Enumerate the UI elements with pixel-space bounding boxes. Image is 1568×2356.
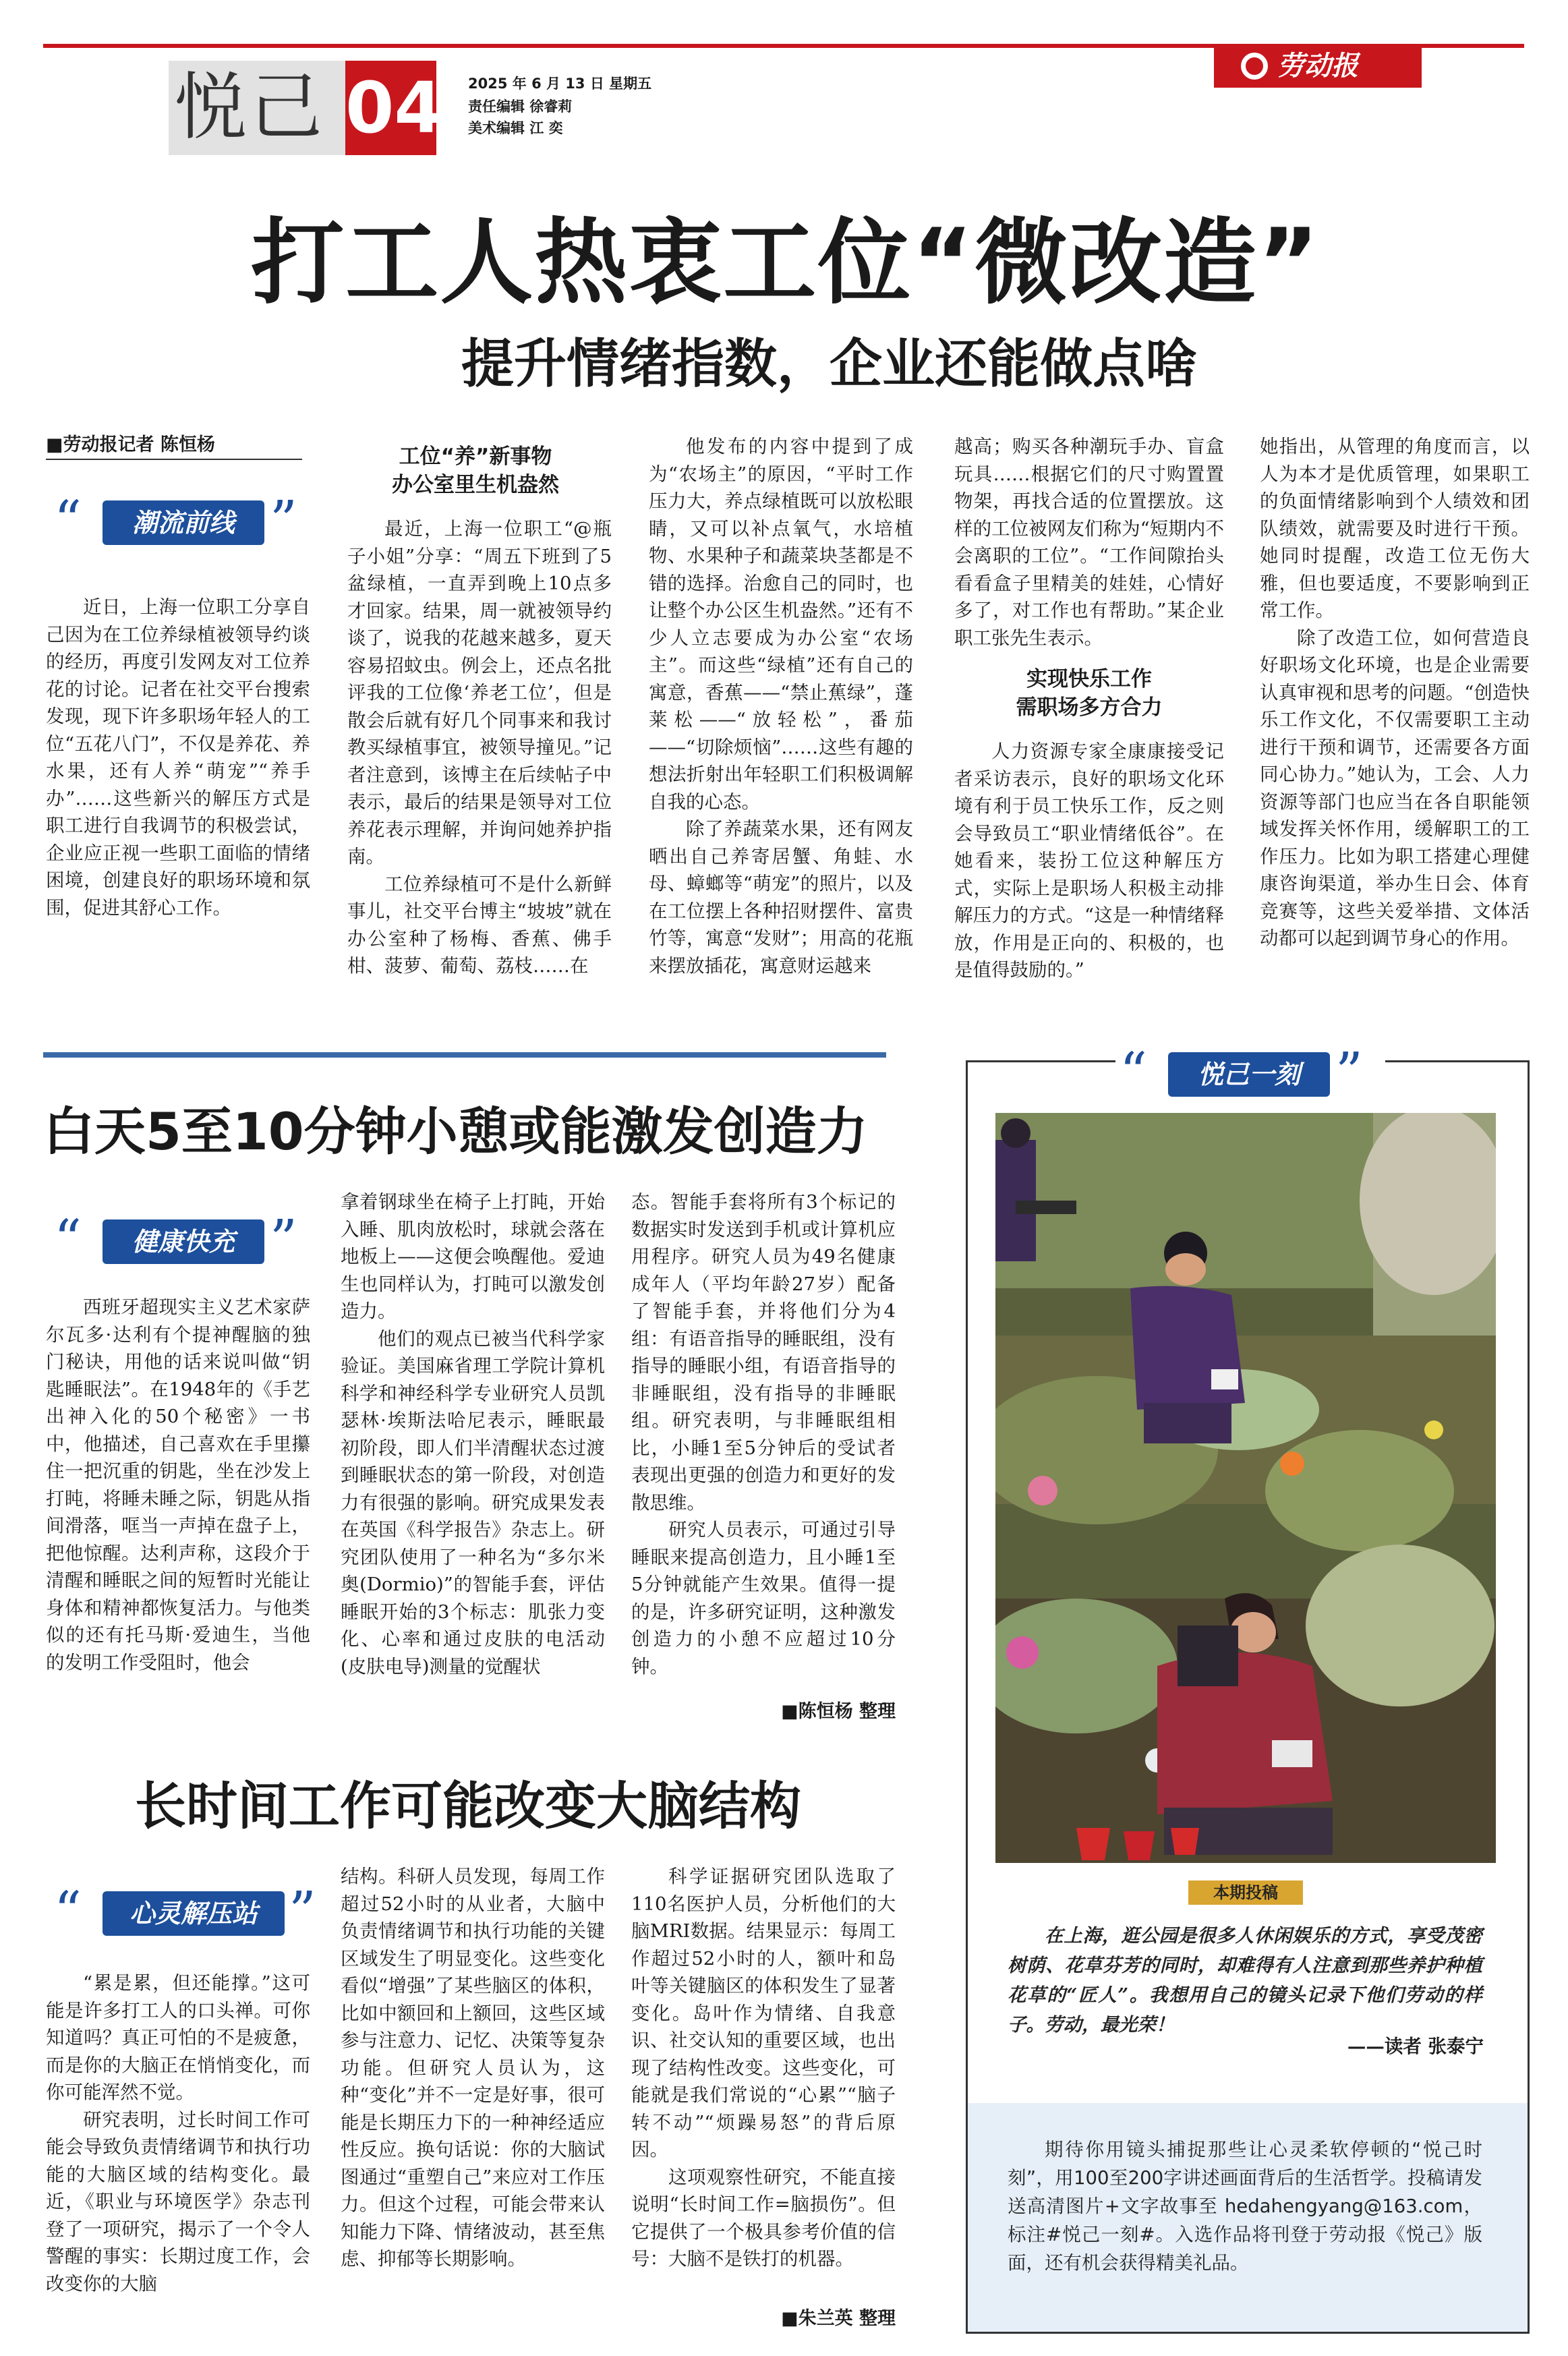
section-name: 悦己 [174, 65, 326, 150]
paragraph: 结构。科研人员发现，每周工作超过52小时的从业者，大脑中负责情绪调节和执行功能的关键区域发生了明显变化。这些变化看似“增强”了某些脑区的体积，比如中额回和上额回，这些区域参与注意力、记忆、决策等复杂功能。但研究人员认为，这种“变化”并不一定是好事，很可能是长期压力下的一种神经适应性反应。换句话说：你的大脑试图通过“重塑自己”来应对工作压力。但这个过程，可能会带来认知能力下降、情绪波动，甚至焦虑、抑郁等长期影响。 [341, 1866, 605, 2270]
byline-rule [46, 459, 302, 460]
paragraph: 这项观察性研究，不能直接说明“长时间工作=脑损伤”。但它提供了一个极具参考价值的信号：大脑不是铁打的机器。 [631, 2166, 896, 2270]
issue-date: 2025 年 6 月 13 日 星期五 [468, 76, 652, 92]
story1-col1 [46, 594, 310, 998]
column-tag-label: 健康快充 [103, 1219, 264, 1264]
close-quote-icon: ” [270, 1208, 297, 1271]
story1-col5 [1260, 433, 1530, 1001]
paragraph: 人力资源专家全康康接受记者采访表示，良好的职场文化环境有利于员工快乐工作，反之则会导致员工“职业情绪低谷”。在她看来，装扮工位这种解压方式，实际上是职场人积极主动排解压力的方式。“这是一种情绪释放，作用是正向的、积极的，也是值得鼓励的。” [954, 741, 1224, 981]
open-quote-icon: “ [54, 489, 82, 552]
story1-subhead-2: 实现快乐工作 需职场多方合力 [1016, 667, 1163, 720]
art-editor-credit: 美术编辑 江 奕 [468, 120, 563, 136]
story1-subheadline: 提升情绪指数，企业还能做点啥 [461, 334, 1198, 395]
column-tag-mind [54, 1880, 324, 1943]
open-quote-icon: “ [54, 1880, 82, 1943]
story1-col4-bottom [954, 738, 1224, 1001]
editor-credit: 责任编辑 徐睿莉 [468, 98, 573, 115]
paragraph: 他们的观点已被当代科学家验证。美国麻省理工学院计算机科学和神经科学专业研究人员凯瑟林·埃斯法哈尼表示，睡眠最初阶段，即人们半清醒状态过渡到睡眠状态的第一阶段，对创造力有很强的影响。研究成果发表在英国《科学报告》杂志上。研究团队使用了一种名为“多尔米奥(Dormio)”的智能手套，评估睡眠开始的3个标志：肌张力变化、心率和通过皮肤的电活动(皮肤电导)测量的觉醒状 [341, 1327, 605, 1677]
column-tag-health [54, 1208, 303, 1271]
close-quote-icon: ” [1335, 1041, 1363, 1103]
story1-col2 [347, 515, 612, 1001]
paragraph: 研究人员表示，可通过引导睡眠来提高创造力，且小睡1至5分钟就能产生效果。值得一提的是，许多研究证明，这种激发创造力的小憩不应超过10分钟。 [631, 1519, 896, 1677]
paragraph: 科学证据研究团队选取了110名医护人员，分析他们的大脑MRI数据。结果显示：每周工作超过52小时的人，额叶和岛叶等关键脑区的体积发生了显著变化。岛叶作为情绪、自我意识、社交认知的重要区域，也出现了结构性改变。这些变化，可能就是我们常说的“心累”“脑子转不动”“烦躁易怒”的背后原因。 [631, 1866, 896, 2160]
close-quote-icon: ” [289, 1880, 316, 1943]
photo-author: ——读者 张泰宁 [1347, 2036, 1484, 2057]
call-for-entries: 期待你用镜头捕捉那些让心灵柔软停顿的“悦己时刻”，用100至200字讲述画面背后的生活哲学。投稿请发送高清图片+文字故事至 hedahengyang@163.com，标注#悦己一刻#。入选作品将刊登于劳动报《悦己》版面，还有机会获得精美礼品。 [1008, 2139, 1482, 2274]
column-tag-moment [1115, 1041, 1385, 1103]
column-tag-trend [54, 489, 303, 552]
open-quote-icon: “ [54, 1208, 82, 1271]
story2-headline: 白天5至10分钟小憩或能激发创造力 [43, 1101, 868, 1161]
paragraph: 除了养蔬菜水果，还有网友晒出自己养寄居蟹、角蛙、水母、蟑螂等“萌宠”的照片，以及在工位摆上各种招财摆件、富贵竹等，寓意“发财”；用高的花瓶来摆放插花，寓意财运越来 [649, 818, 913, 977]
paragraph: 近日，上海一位职工分享自己因为在工位养绿植被领导约谈的经历，再度引发网友对工位养花的讨论。记者在社交平台搜索发现，现下许多职场年轻人的工位“五花八门”，不仅是养花、养水果，还有人养“萌宠”“养手办”……这些新兴的解压方式是职工进行自我调节的积极尝试，企业应正视一些职工面临的情绪困境，创建良好的职场环境和氛围，促进其舒心工作。 [46, 596, 310, 919]
paragraph: 研究表明，过长时间工作可能会导致负责情绪调节和执行功能的大脑区域的结构变化。最近，《职业与环境医学》杂志刊登了一项研究，揭示了一个令人警醒的事实：长期过度工作，会改变你的大脑 [46, 2108, 310, 2295]
story3-col2 [341, 1863, 605, 2335]
paragraph: 西班牙超现实主义艺术家萨尔瓦多·达利有个提神醒脑的独门秘诀，用他的话来说叫做“钥匙睡眠法”。在1948年的《手艺出神入化的50个秘密》一书中，他描述，自己喜欢在手里攥住一把沉重的钥匙，坐在沙发上打盹，将睡未睡之际，钥匙从指间滑落，哐当一声掉在盘子上，把他惊醒。达利声称，这段介于清醒和睡眠之间的短暂时光能让身体和精神都恢复活力。与他类似的还有托马斯·爱迪生，当他的发明工作受阻时，他会 [46, 1296, 310, 1673]
paragraph: 拿着钢球坐在椅子上打盹，开始入睡、肌肉放松时，球就会落在地板上——这便会唤醒他。爱迪生也同样认为，打盹可以激发创造力。 [341, 1191, 605, 1322]
story2-top-rule [43, 1052, 886, 1058]
paragraph: 越高；购买各种潮玩手办、盲盒玩具……根据它们的尺寸购置置物架，再找合适的位置摆放。这样的工位被网友们称为“短期内不会离职的工位”。“工作间隙抬头看看盒子里精美的娃娃，心情好多了，对工作也有帮助。”某企业职工张先生表示。 [954, 436, 1224, 649]
story3-headline: 长时间工作可能改变大脑结构 [135, 1776, 801, 1836]
story1-headline: 打工人热衷工位“微改造” [251, 208, 1320, 317]
paragraph: 除了改造工位，如何营造良好职场文化环境，也是企业需要认真审视和思考的问题。“创造快乐工作文化，不仅需要职工主动进行干预和调节，还需要各方面同心协力。”她认为，工会、人力资源等部门也应当在各自职能领域发挥关怀作用，缓解职工的工作压力。比如为职工搭建心理健康咨询渠道，举办生日会、体育竞赛等，这些关爱举措、文体活动都可以起到调节身心的作用。 [1260, 627, 1530, 949]
paragraph: 她指出，从管理的角度而言，以人为本才是优质管理，如果职工的负面情绪影响到个人绩效和团队绩效，就需要及时进行干预。她同时提醒，改造工位无伤大雅，但也要适度，不要影响到正常工作。 [1260, 436, 1530, 621]
column-tag-label: 心灵解压站 [103, 1891, 285, 1936]
story1-byline: ■劳动报记者 陈恒杨 [46, 434, 215, 455]
gardeners-photo [995, 1113, 1496, 1863]
submission-label: 本期投稿 [1188, 1880, 1303, 1905]
story2-col1 [46, 1294, 310, 1732]
story1-col4-top [954, 433, 1224, 656]
paragraph: 他发布的内容中提到了成为“农场主”的原因，“平时工作压力大，养点绿植既可以放松眼睛，又可以补点氧气，水培植物、水果种子和蔬菜块茎都是不错的选择。治愈自己的同时，也让整个办公区生机盎然。”还有不少人立志要成为办公室“农场主”。而这些“绿植”还有自己的寓意，香蕉——“禁止蕉绿”，蓬莱松——“放轻松”，番茄——“切除烦恼”……这些有趣的想法折射出年轻职工们积极调解自我的心态。 [649, 436, 913, 813]
story3-credit: ■朱兰英 整理 [781, 2308, 896, 2329]
photo-caption: 在上海，逛公园是很多人休闲娱乐的方式，享受茂密树荫、花草芬芳的同时，却难得有人注意到那些养护种植花草的“匠人”。我想用自己的镜头记录下他们劳动的样子。劳动，最光荣！ [1008, 1925, 1482, 2036]
close-quote-icon: ” [270, 489, 297, 552]
story3-col3 [631, 1863, 896, 2308]
paragraph: 态。智能手套将所有3个标记的数据实时发送到手机或计算机应用程序。研究人员为49名健康成年人（平均年龄27岁）配备了智能手套，并将他们分为4组：有语音指导的睡眠组，没有指导的睡眠小组，有语音指导的非睡眠组，没有指导的非睡眠组。研究表明，与非睡眠组相比，小睡1至5分钟后的受试者表现出更强的创造力和更好的发散思维。 [631, 1191, 896, 1514]
column-tag-label: 潮流前线 [103, 500, 264, 545]
paragraph: “累是累，但还能撑。”这可能是许多打工人的口头禅。可你知道吗？真正可怕的不是疲惫，而是你的大脑正在悄悄变化，而你可能浑然不觉。 [46, 1972, 310, 2103]
paper-logo: 劳动报 [1277, 51, 1358, 82]
story1-col3 [649, 433, 913, 1001]
story2-col3 [631, 1188, 896, 1708]
story2-credit: ■陈恒杨 整理 [781, 1701, 896, 1722]
open-quote-icon: “ [1120, 1041, 1147, 1103]
paper-logo-mark-icon [1241, 53, 1268, 80]
story2-col2 [341, 1188, 605, 1732]
paragraph: 工位养绿植可不是什么新鲜事儿，社交平台博主“坡坡”就在办公室种了杨梅、香蕉、佛手柑、菠萝、葡萄、荔枝……在 [347, 873, 612, 977]
column-tag-label: 悦己一刻 [1168, 1052, 1330, 1097]
story3-col1 [46, 1970, 310, 2334]
paragraph: 最近，上海一位职工“@瓶子小姐”分享：“周五下班到了5盆绿植，一直弄到晚上10点多才回家。结果，周一就被领导约谈了，说我的花越来越多，夏天容易招蚊虫。例会上，还点名批评我的工位像‘养老工位’，但是散会后就有好几个同事来和我讨教买绿植事宜，被领导撞见。”记者注意到，该博主在后续帖子中表示，最后的结果是领导对工位养花表示理解，并询问她养护指南。 [347, 518, 612, 867]
story1-subhead-1: 工位“养”新事物 办公室里生机盎然 [392, 444, 559, 497]
page-number: 04 [345, 67, 443, 149]
